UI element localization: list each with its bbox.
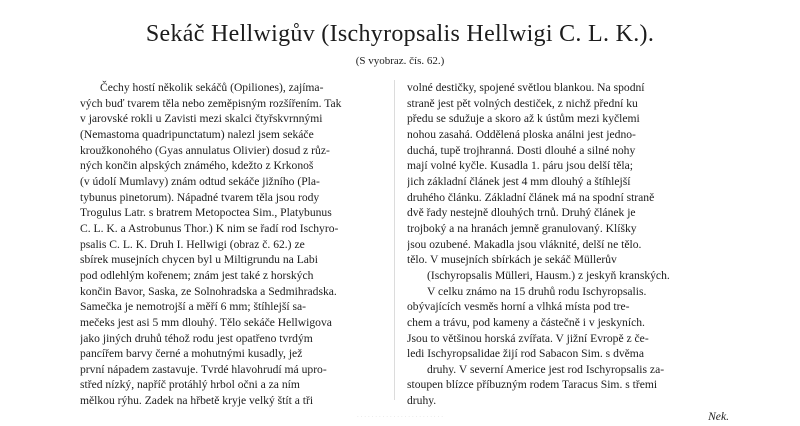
text-line: psalis C. L. K. Druh I. Hellwigi (obraz č. 62.) ze <box>80 237 305 251</box>
text-line: dvě řady nestejně dlouhých trnů. Druhý článek je <box>407 206 636 220</box>
text-line: nohou zasahá. Oddělená ploska análni jest jedno- <box>407 127 636 141</box>
text-line: chem a trávu, pod kameny a částečně i v jeskyních. <box>407 315 645 329</box>
text-line: střed nízký, napříč protáhlý hrbol očni a za ním <box>80 378 300 392</box>
text-line: sbírek musejních chycen byl u Miltigrundu na Labi <box>80 253 318 267</box>
column-divider <box>394 80 395 400</box>
author-signature: Nek. <box>708 409 729 423</box>
text-line: první nápadem zastavuje. Tvrdé hlavohrudí má upro- <box>80 362 327 376</box>
text-line: mečeks jest asi 5 mm dlouhý. Tělo sekáče Hellwigova <box>80 315 332 329</box>
text-line: duchá, tupě trojhranná. Dosti dlouhé a silné nohy <box>407 143 636 157</box>
article-title: Sekáč Hellwigův (Ischyropsalis Hellwigi C. L. K.). <box>145 21 655 47</box>
text-line: ledi Ischyropsalidae žijí rod Sabacon Sim. s dvěma <box>407 347 644 361</box>
text-line: v jarovské rokli u Zavisti mezi skalci čtyřskvrnnými <box>80 112 323 126</box>
text-line: mělkou rýhu. Zadek na hřbetě kryje velký štít a tři <box>80 394 314 408</box>
text-line: (Nemastoma quadripunctatum) nalezl jsem sekáče <box>80 127 314 141</box>
text-line: mají volné kyčle. Kusadla 1. páru jsou delší těla; <box>407 159 634 173</box>
text-line: druhy. V severní Americe jest rod Ischyropsalis za- <box>427 362 665 376</box>
text-line: (v údolí Mumlavy) znám odtud sekáče jižního (Pla- <box>80 174 320 188</box>
text-line: druhy. <box>407 394 437 408</box>
text-line: C. L. K. a Astrobunus Thor.) K nim se řadí rod Ischyro- <box>80 221 339 235</box>
text-line: pod odlehlým kořenem; znám jest také z horských <box>80 268 314 282</box>
text-line: stoupen blízce příbuzným rodem Taracus Sim. s třemi <box>407 378 658 392</box>
text-line: Čechy hostí několik sekáčů (Opiliones), zajíma- <box>100 81 324 94</box>
text-line: druhého článku. Základní článek má na spodní straně <box>407 190 655 204</box>
text-line: vých buď tvarem těla nebo zeměpisným rozšířením. Tak <box>80 96 342 110</box>
text-line: končin Bavor, Saska, ze Solnohradska a Sedmihradska. <box>80 284 337 298</box>
text-line: Trogulus Latr. s bratrem Metopoctea Sim., Platybunus <box>80 206 332 220</box>
text-line: trojboký a na hranách jemně granulovaný. Klíšky <box>407 221 637 235</box>
text-line: Jsou to většinou horská zvířata. V jižní Evropě z če- <box>407 331 649 345</box>
text-line: (Ischyropsalis Mülleri, Hausm.) z jeskyň kranských. <box>427 268 670 282</box>
text-line: tybunus pinetorum). Nápadné tvarem těla jsou rody <box>80 190 320 204</box>
text-line: volné destičky, spojené světlou blankou. Na spodní <box>407 81 645 94</box>
text-line: kroužkonohého (Gyas annulatus Olivier) dosud z růz- <box>80 143 330 157</box>
text-line: jako jiných druhů téhož rodu jest opatřeno tvrdým <box>80 331 313 345</box>
text-line: Samečka je nemotrojší a měří 6 mm; štíhlejší sa- <box>80 300 307 314</box>
text-line: ných končin alpských známého, kdežto z Krkonoš <box>80 159 314 173</box>
page-footer: · · · · · · · · · · · · · · · · · · · · · · · · <box>356 414 444 420</box>
left-column <box>80 80 380 409</box>
text-line: pancířem barvy černé a mohutnými kusadly, jež <box>80 347 303 361</box>
article-subtitle: (S vyobraz. čís. 62.) <box>355 55 445 67</box>
text-line: jsou ozubené. Makadla jsou vláknité, delší ne tělo. <box>407 237 642 251</box>
text-line: straně jest pět volných destiček, z nichž přední ku <box>407 96 638 110</box>
text-line: obývajících vesměs horní a vlhká místa pod tre- <box>407 300 630 314</box>
text-line: jich základní článek jest 4 mm dlouhý a štíhlejší <box>407 174 631 188</box>
text-line: V celku známo na 15 druhů rodu Ischyropsalis. <box>427 284 647 298</box>
text-line: tělo. V musejních sbírkách je sekáč Müllerův <box>407 253 617 267</box>
right-column <box>407 80 729 424</box>
text-line: předu se sdužuje a skoro až k ústům mezi kyčlemi <box>407 112 640 126</box>
